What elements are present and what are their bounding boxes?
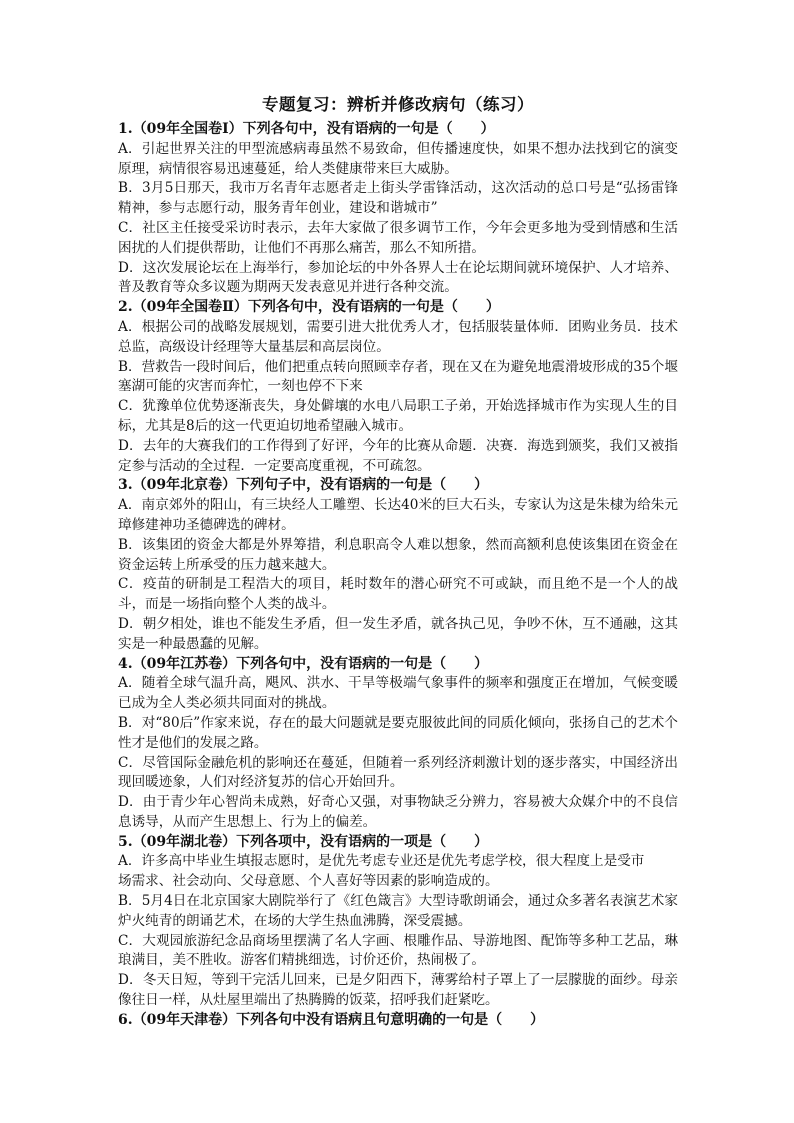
option-d: D．由于青少年心智尚未成熟，好奇心又强，对事物缺乏分辨力，容易被大众媒介中的不良信息诱导，从而产生思想上、行为上的偏差。: [118, 794, 678, 830]
option-a: A．南京郊外的阳山，有三块经人工雕塑、长达40米的巨大石头，专家认为这是朱棣为给朱元璋修建神功圣德碑选的碑材。: [118, 497, 678, 533]
question-stem: 2.（09年全国卷Ⅱ）下列各句中，没有语病的一句是（ ）: [118, 299, 500, 316]
option-b: B．3月5日那天，我市万名青年志愿者走上街头学雷锋活动，这次活动的总口号是“弘扬雷锋精神，参与志愿行动，服务青年创业，建设和谐城市”: [118, 180, 678, 217]
option-c: C．疫苗的研制是工程浩大的项目，耗时数年的潜心研究不可或缺，而且绝不是一个人的战斗，而是一场指向整个人类的战斗。: [118, 576, 678, 613]
page-title: 专题复习：辨析并修改病句（练习）: [262, 95, 534, 114]
option-a: A．根据公司的战略发展规划，需要引进大批优秀人才，包括服装量体师．团购业务员．技术总监，高级设计经理等大量基层和高层岗位。: [118, 318, 678, 355]
question-1: [118, 120, 678, 298]
option-c: C．尽管国际金融危机的影响还在蔓延，但随着一系列经济刺激计划的逐步落实，中国经济出现回暖迹象，人们对经济复苏的信心开始回升。: [118, 754, 678, 791]
option-b: B．5月4日在北京国家大剧院举行了《红色箴言》大型诗歌朗诵会，通过众多著名表演艺术家炉火纯青的朗诵艺术，在场的大学生热血沸腾，深受震撼。: [118, 893, 678, 929]
question-stem: 5.（09年湖北卷）下列各项中，没有语病的一项是（ ）: [118, 833, 489, 850]
question-stem: 1.（09年全国卷Ⅰ）下列各句中，没有语病的一句是（ ）: [118, 121, 495, 137]
option-d: D．这次发展论坛在上海举行，参加论坛的中外各界人士在论坛期间就环境保护、人才培养、普及教育等众多议题为期两天发表意见并进行各种交流。: [118, 259, 678, 296]
option-a: A．随着全球气温升高，飓风、洪水、干旱等极端气象事件的频率和强度正在增加，气候变暖已成为全人类必须共同面对的挑战。: [118, 675, 678, 712]
question-3: [118, 476, 678, 654]
option-b: B．对“80后”作家来说，存在的最大问题就是要克服彼此间的同质化倾向，张扬自己的艺术个性才是他们的发展之路。: [118, 714, 678, 751]
option-c: C．犹豫单位优势逐渐丧失，身处僻壤的水电八局职工子弟，开始选择城市作为实现人生的目标，尤其是8后的这一代更迫切地希望融入城市。: [118, 398, 678, 434]
document-page: [118, 92, 678, 1031]
option-a: A．许多高中毕业生填报志愿时，是优先考虑专业还是优先考虑学校，很大程度上是受市: [118, 853, 645, 870]
question-stem: 3.（09年北京卷）下列句子中，没有语病的一句是（ ）: [118, 477, 489, 494]
option-a-continued: 场需求、社会动向、父母意愿、个人喜好等因素的影响造成的。: [118, 873, 499, 890]
option-d: D．去年的大赛我们的工作得到了好评，今年的比赛从命题．决赛．海选到颁奖，我们又被指定参与活动的全过程．一定要高度重视，不可疏忽。: [118, 437, 678, 474]
question-6: [118, 1011, 678, 1031]
question-4: [118, 655, 678, 833]
question-stem: 4.（09年江苏卷）下列各句中，没有语病的一句是（ ）: [118, 655, 489, 672]
option-c: C．社区主任接受采访时表示，去年大家做了很多调节工作，今年会更多地为受到情感和生活困扰的人们提供帮助，让他们不再那么痛苦，那么不知所措。: [118, 219, 678, 256]
option-a: A．引起世界关注的甲型流感病毒虽然不易致命，但传播速度快，如果不想办法找到它的演变原理，病情很容易迅速蔓延，给人类健康带来巨大威胁。: [118, 140, 678, 177]
option-d: D．朝夕相处，谁也不能发生矛盾，但一发生矛盾，就各执己见，争吵不休，互不通融，这其实是一种最愚蠢的见解。: [118, 615, 678, 652]
question-stem: 6.（09年天津卷）下列各句中没有语病且句意明确的一句是（ ）: [118, 1011, 545, 1028]
option-b: B．该集团的资金大都是外界筹措，利息职高令人难以想象，然而高额利息使该集团在资金在资金运转上所承受的压力越来越大。: [118, 536, 678, 573]
option-c: C．大观园旅游纪念品商场里摆满了名人字画、根雕作品、导游地图、配饰等多种工艺品，琳琅满目，美不胜收。游客们精挑细选，讨价还价，热闹极了。: [118, 932, 678, 969]
question-2: [118, 298, 678, 476]
question-5: [118, 833, 678, 1011]
option-b: B．营救告一段时间后，他们把重点转向照顾幸存者，现在又在为避免地震滑坡形成的35个堰塞湖可能的灾害而奔忙，一刻也停不下来: [118, 358, 678, 395]
option-d: D．冬天日短，等到干完活儿回来，已是夕阳西下，薄雾给村子罩上了一层朦胧的面纱。母亲像往日一样，从灶屋里端出了热腾腾的饭菜，招呼我们赶紧吃。: [118, 972, 678, 1009]
